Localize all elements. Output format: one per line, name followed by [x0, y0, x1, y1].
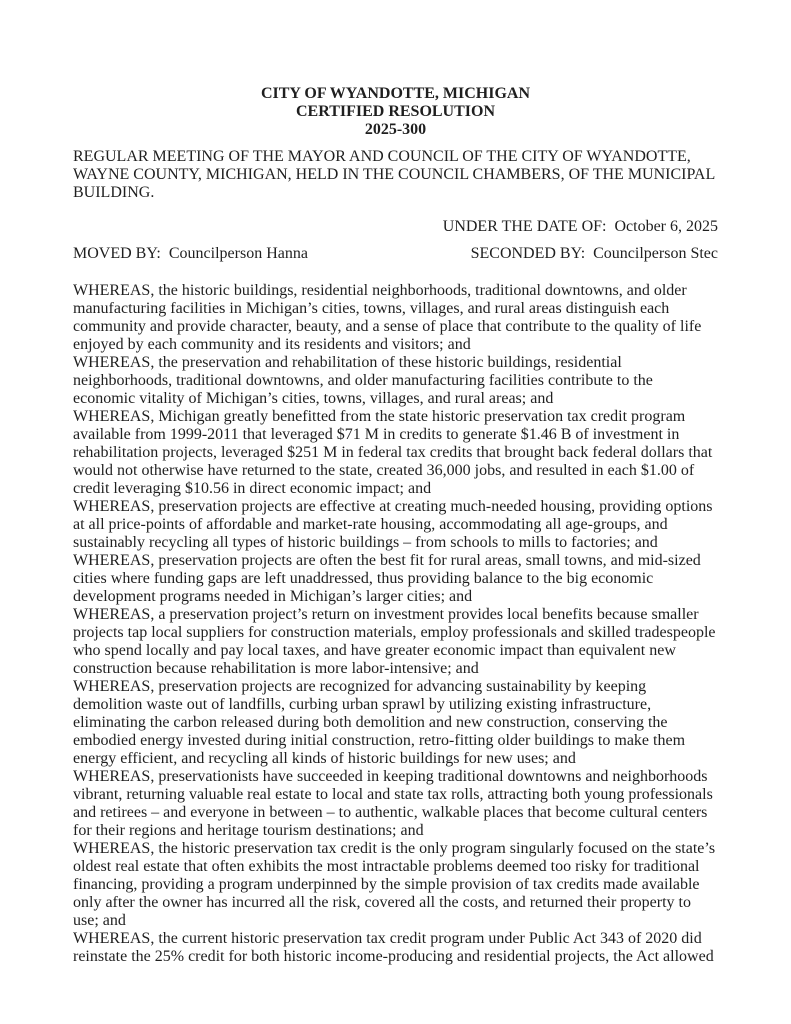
whereas-paragraph: WHEREAS, the preservation and rehabilitation of these historic buildings, residential neighborhoods, traditional downtowns, and older manufacturing facilities contribute to the economic vitality of Michigan’s cities, towns, villages, and rural areas; and — [73, 354, 653, 407]
meeting-statement: REGULAR MEETING OF THE MAYOR AND COUNCIL OF THE CITY OF WYANDOTTE, WAYNE COUNTY, MICHIGAN, HELD IN THE COUNCIL CHAMBERS, OF THE MUNICIPAL BUILDING. — [73, 148, 715, 201]
document-title-city: CITY OF WYANDOTTE, MICHIGAN — [260, 85, 531, 102]
moved-by-label: MOVED BY: Councilperson Hanna — [73, 245, 308, 262]
whereas-paragraph: WHEREAS, preservation projects are effective at creating much-needed housing, providing options at all price-points of affordable and market-rate housing, accommodating all age-groups, and sustainably recycling all types of historic buildings – from schools to mills to factories; and — [73, 498, 713, 551]
resolution-number: 2025-300 — [364, 121, 427, 138]
motion-row — [73, 245, 718, 263]
whereas-paragraph: WHEREAS, preservationists have succeeded in keeping traditional downtowns and neighborhoods vibrant, returning valuable real estate to local and state tax rolls, attracting both young professionals and retirees – and everyone in between – to authentic, walkable places that become cultural centers for their regions and heritage tourism destinations; and — [73, 768, 713, 839]
whereas-paragraph: WHEREAS, Michigan greatly benefitted from the state historic preservation tax credit program available from 1999-2011 that leveraged $71 M in credits to generate $1.46 B of investment in rehabilitation projects, leveraged $251 M in federal tax credits that brought back federal dollars that would not otherwise have returned to the state, created 36,000 jobs, and resulted in each $1.00 of credit leveraging $10.56 in direct economic impact; and — [73, 408, 713, 497]
resolution-body — [73, 282, 718, 966]
document-header — [73, 85, 718, 139]
whereas-paragraph: WHEREAS, the current historic preservation tax credit program under Public Act 343 of 2020 did reinstate the 25% credit for both historic income-producing and residential projects, the Act allowed — [73, 930, 714, 965]
date-line: UNDER THE DATE OF: October 6, 2025 — [442, 218, 718, 235]
document-title-type: CERTIFIED RESOLUTION — [295, 103, 496, 120]
whereas-paragraph: WHEREAS, preservation projects are often the best fit for rural areas, small towns, and mid-sized cities where funding gaps are left unaddressed, thus providing balance to the big economic development programs needed in Michigan’s larger cities; and — [73, 552, 701, 605]
whereas-paragraph: WHEREAS, a preservation project’s return on investment provides local benefits because smaller projects tap local suppliers for construction materials, employ professionals and skilled tradespeople who spend locally and pay local taxes, and have greater economic impact than equivalent new construction because rehabilitation is more labor-intensive; and — [73, 606, 716, 677]
seconded-by-label: SECONDED BY: Councilperson Stec — [470, 245, 718, 262]
whereas-paragraph: WHEREAS, preservation projects are recognized for advancing sustainability by keeping demolition waste out of landfills, curbing urban sprawl by utilizing existing infrastructure, eliminating the carbon released during both demolition and new construction, conserving the embodied energy invested during initial construction, retro-fitting older buildings to make them energy efficient, and recycling all kinds of historic buildings for new uses; and — [73, 678, 686, 767]
whereas-paragraph: WHEREAS, the historic preservation tax credit is the only program singularly focused on the state’s oldest real estate that often exhibits the most intractable problems deemed too risky for traditional financing, providing a program underpinned by the simple provision of tax credits made available only after the owner has incurred all the risk, covered all the costs, and returned their property to use; and — [73, 840, 716, 929]
whereas-paragraph: WHEREAS, the historic buildings, residential neighborhoods, traditional downtowns, and older manufacturing facilities in Michigan’s cities, towns, villages, and rural areas distinguish each community and provide character, beauty, and a sense of place that contribute to the quality of life enjoyed by each community and its residents and visitors; and — [73, 282, 702, 353]
